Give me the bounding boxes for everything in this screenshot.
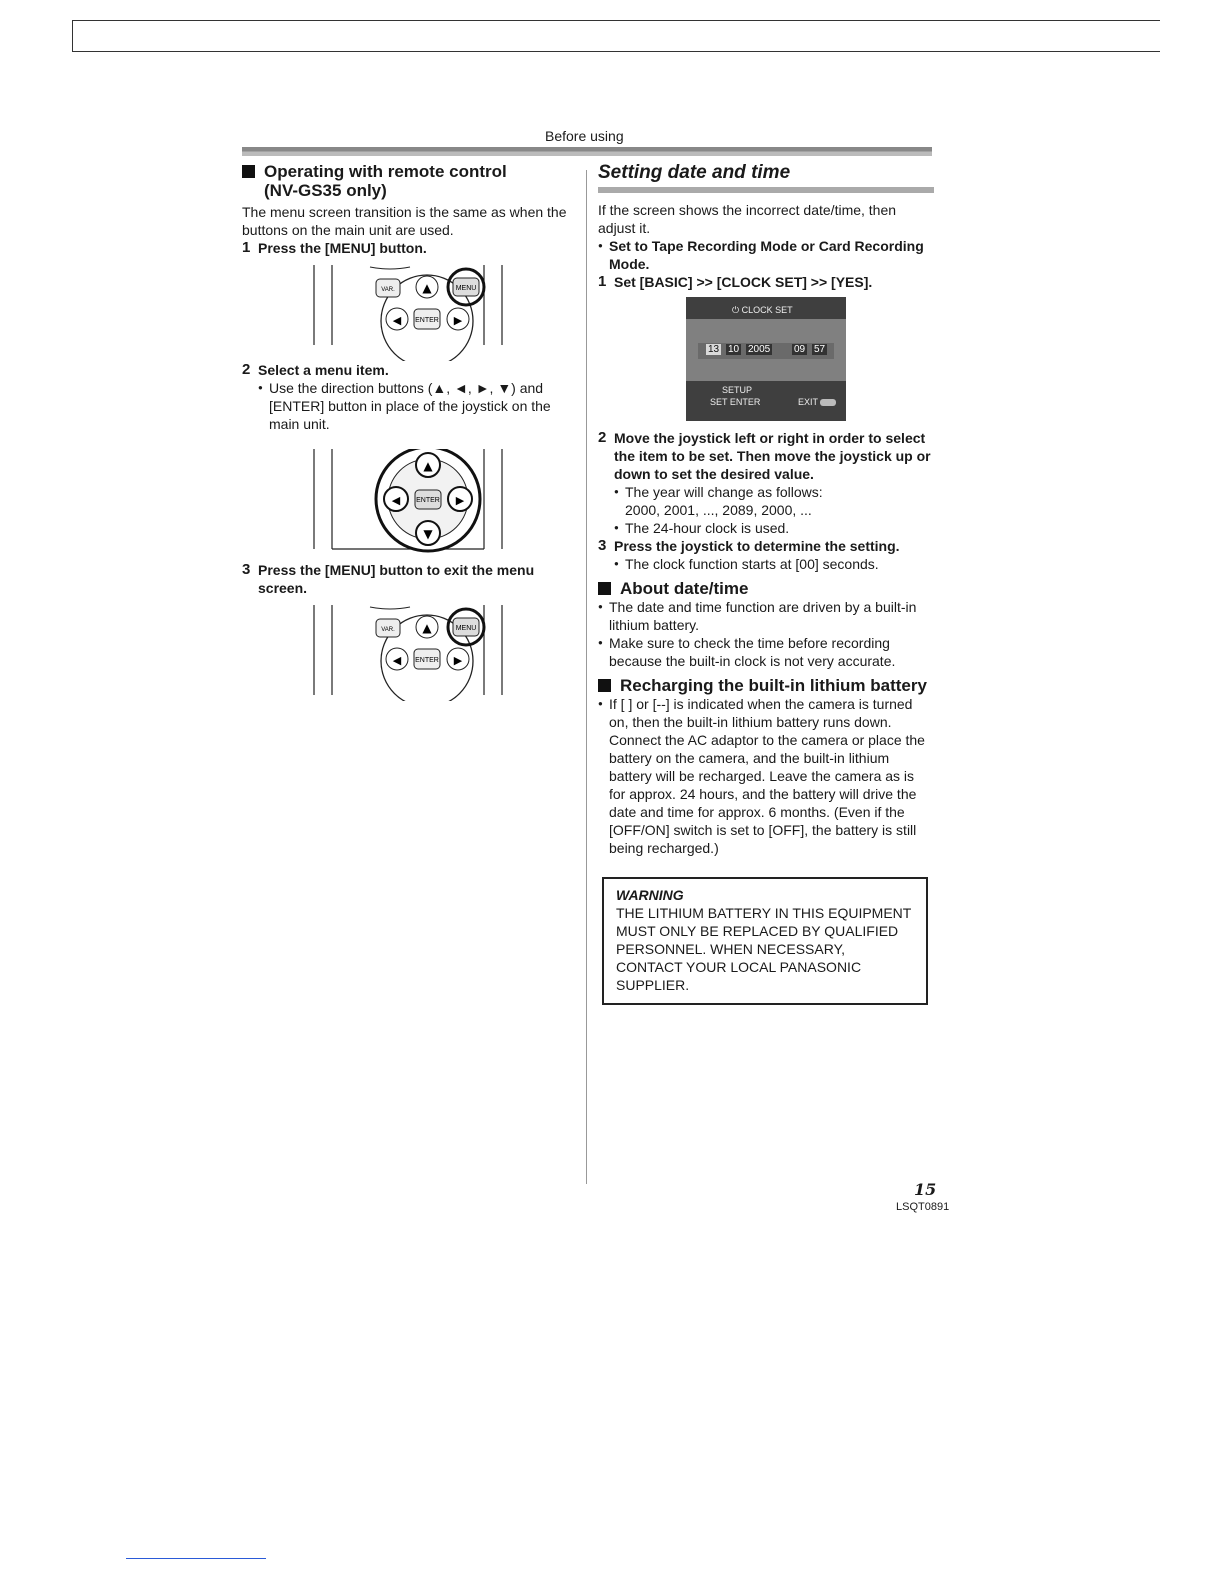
lcd-month: 10	[728, 344, 740, 355]
remote-direction-illustration	[242, 449, 576, 559]
clock-step-3: 3 Press the joystick to determine the setting.	[598, 537, 900, 554]
left-column	[242, 162, 576, 701]
datetime-intro: If the screen shows the incorrect date/time, then adjust it.	[598, 202, 897, 236]
square-bullet-icon	[598, 679, 611, 692]
svg-text:◀: ◀	[392, 314, 402, 327]
warning-text: THE LITHIUM BATTERY IN THIS EQUIPMENT MUST ONLY BE REPLACED BY QUALIFIED PERSONNEL. WHEN NECESSARY, CONTACT YOUR LOCAL PANASONIC SUPPLIER.	[616, 905, 912, 993]
lcd-hour: 09	[794, 344, 806, 355]
document-code: LSQT0891	[896, 1201, 950, 1213]
about-heading: About date/time	[598, 579, 934, 598]
year-sequence: 2000, 2001, ..., 2089, 2000, ...	[625, 502, 812, 518]
warning-title: WARNING	[616, 887, 684, 903]
svg-text:▲: ▲	[423, 459, 433, 473]
svg-text:▲: ▲	[422, 621, 432, 635]
svg-text:ENTER: ENTER	[415, 317, 439, 324]
menu-icon	[820, 399, 836, 406]
svg-text:▶: ▶	[453, 654, 463, 667]
remote-intro: The menu screen transition is the same as when the buttons on the main unit are used.	[242, 204, 567, 238]
svg-text:VAR.: VAR.	[381, 287, 395, 293]
svg-text:VAR.: VAR.	[381, 627, 395, 633]
lcd-exit: EXIT	[798, 397, 836, 407]
lcd-year: 2005	[748, 344, 771, 355]
remote-step-2-bullet: ● Use the direction buttons (▲, ◄, ►, ▼) and [ENTER] button in place of the joystick on the main unit.	[258, 379, 576, 433]
about-bullet-1: ● The date and time function are driven by a built-in lithium battery.	[598, 598, 934, 634]
remote-step-1: 1 Press the [MENU] button.	[242, 239, 427, 256]
square-bullet-icon	[598, 582, 611, 595]
clock-24h-bullet: ● The 24-hour clock is used.	[614, 519, 934, 537]
page-number: 15	[914, 1180, 937, 1199]
remote-step-3: 3 Press the [MENU] button to exit the menu screen.	[242, 561, 535, 596]
lcd-setup: SETUP	[722, 385, 753, 395]
svg-text:MENU: MENU	[455, 285, 477, 292]
column-divider	[586, 170, 587, 1184]
svg-text:ENTER: ENTER	[416, 497, 440, 504]
clock-step-1: 1 Set [BASIC] >> [CLOCK SET] >> [YES].	[598, 273, 873, 290]
svg-text:▶: ▶	[453, 314, 463, 327]
remote-menu-illustration	[242, 265, 576, 361]
clock-icon: ⏻	[732, 305, 740, 315]
right-column	[598, 162, 934, 1005]
lcd-minute: 57	[814, 344, 826, 355]
clock-set-screen	[598, 297, 934, 421]
mode-bullet: ● Set to Tape Recording Mode or Card Recording Mode.	[598, 237, 934, 273]
svg-text:◀: ◀	[391, 494, 401, 507]
svg-text:MENU: MENU	[455, 625, 477, 632]
remote-menu-exit-illustration	[242, 605, 576, 701]
clock-step-2: 2 Move the joystick left or right in order to select the item to be set. Then move the joystick up or down to set the desired value.	[598, 429, 931, 482]
svg-text:ENTER: ENTER	[415, 657, 439, 664]
remote-heading: Operating with remote control (NV-GS35 only)	[242, 162, 576, 200]
seconds-bullet: ● The clock function starts at [00] seconds.	[614, 555, 934, 573]
lcd-clock-title: ⏻ CLOCK SET	[732, 305, 793, 315]
section-label: Before using	[545, 128, 624, 144]
remote-step-2: 2 Select a menu item.	[242, 361, 389, 378]
svg-text:▼: ▼	[423, 527, 433, 541]
top-border-box	[72, 20, 1160, 52]
square-bullet-icon	[242, 165, 255, 178]
recharge-bullet: ● If [ ] or [--] is indicated when the camera is turned on, then the built-in lithium battery runs down. Connect the AC adaptor to the camera or place the battery on the camera, and the built-in lithium battery will be recharged. Leave the camera as is for approx. 24 hours, and the battery will drive the date and time for approx. 6 months. (Even if the [OFF/ON] switch is set to [OFF], the battery is still being recharged.)	[598, 695, 934, 857]
about-bullet-2: ● Make sure to check the time before recording because the built-in clock is not very accurate.	[598, 634, 934, 670]
year-bullet: ● The year will change as follows:	[614, 483, 934, 501]
header-rule	[242, 147, 932, 156]
page-title: Setting date and time	[598, 162, 791, 183]
svg-text:▲: ▲	[422, 281, 432, 295]
recharge-heading: Recharging the built-in lithium battery	[598, 676, 934, 695]
lcd-screen	[686, 297, 846, 421]
warning-box	[602, 877, 928, 1005]
svg-text:▶: ▶	[455, 494, 465, 507]
title-rule	[598, 187, 934, 193]
lcd-day: 13	[708, 344, 720, 355]
footer-link-line	[126, 1558, 266, 1559]
svg-text:◀: ◀	[392, 654, 402, 667]
lcd-set-enter: SET ENTER	[710, 397, 761, 407]
